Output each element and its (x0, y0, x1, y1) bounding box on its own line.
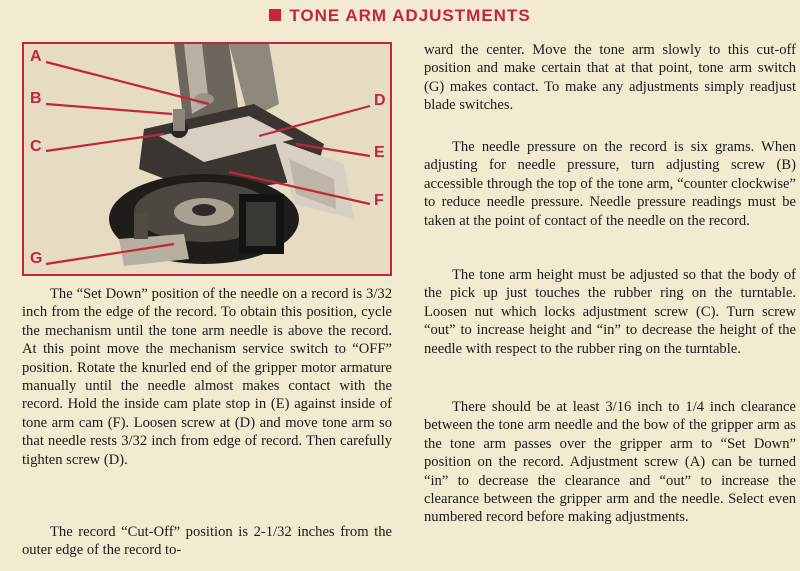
callout-g: G (30, 250, 43, 267)
right-paragraph-needle-pressure: The needle pressure on the record is six grams. When adjusting for needle pressure, turn adjusting screw (B) accessible through the top of the tone arm, “counter clockwise” to reduce needle pressure. Needle pressure readings must be taken at the point of contact of the needle on the record. (424, 139, 796, 229)
header-bullet-square (269, 9, 281, 21)
left-paragraph-cut-off: The record “Cut-Off” position is 2-1/32 inches from the outer edge of the record to- (22, 524, 392, 559)
section-title: TONE ARM ADJUSTMENTS (289, 6, 531, 25)
left-paragraph-set-down: The “Set Down” position of the needle on a record is 3/32 inch from the edge of the record. To obtain this position, cycle the mechanism until the tone arm needle is above the record. At this point move the mechanism service switch to “OFF” position. Rotate the knurled end of the gripper motor armature manually until the needle almost makes contact with the record. Hold the inside cam plate stop in (E) against inside of tone arm cam (F). Loosen screw at (D) and move tone arm so that needle rests 3/32 inch from edge of record. Then carefully tighten screw (D). (22, 286, 392, 468)
callout-f: F (374, 192, 384, 209)
section-header (0, 6, 800, 26)
tone-arm-mechanism-illustration (24, 44, 390, 274)
callout-e: E (374, 144, 385, 161)
callout-b: B (30, 90, 42, 107)
right-paragraph-arm-height: The tone arm height must be adjusted so that the body of the pick up just touches the rubber ring on the turntable. Loosen nut which locks adjustment screw (C). Turn screw “out” to increase height and “in” to decrease the height of the needle with respect to the rubber ring on the turntable. (424, 267, 796, 357)
callout-d: D (374, 92, 386, 109)
right-paragraph-clearance: There should be at least 3/16 inch to 1/4 inch clearance between the tone arm needle and the bow of the gripper arm as the tone arm passes over the gripper arm to “Set Down” position on the record. Adjustment screw (A) can be turned “in” to decrease the clearance and “out” to increase the clearance between the gripper arm and the needle. Select even numbered record before making adjustments. (424, 399, 796, 526)
right-paragraph-continuation: ward the center. Move the tone arm slowly to this cut-off position and make certain that at that point, tone arm switch (G) makes contact. To make any adjustments simply readjust blade switches. (424, 42, 796, 114)
callout-a: A (30, 48, 42, 65)
callout-c: C (30, 138, 42, 155)
tone-arm-photo-figure (22, 42, 392, 276)
